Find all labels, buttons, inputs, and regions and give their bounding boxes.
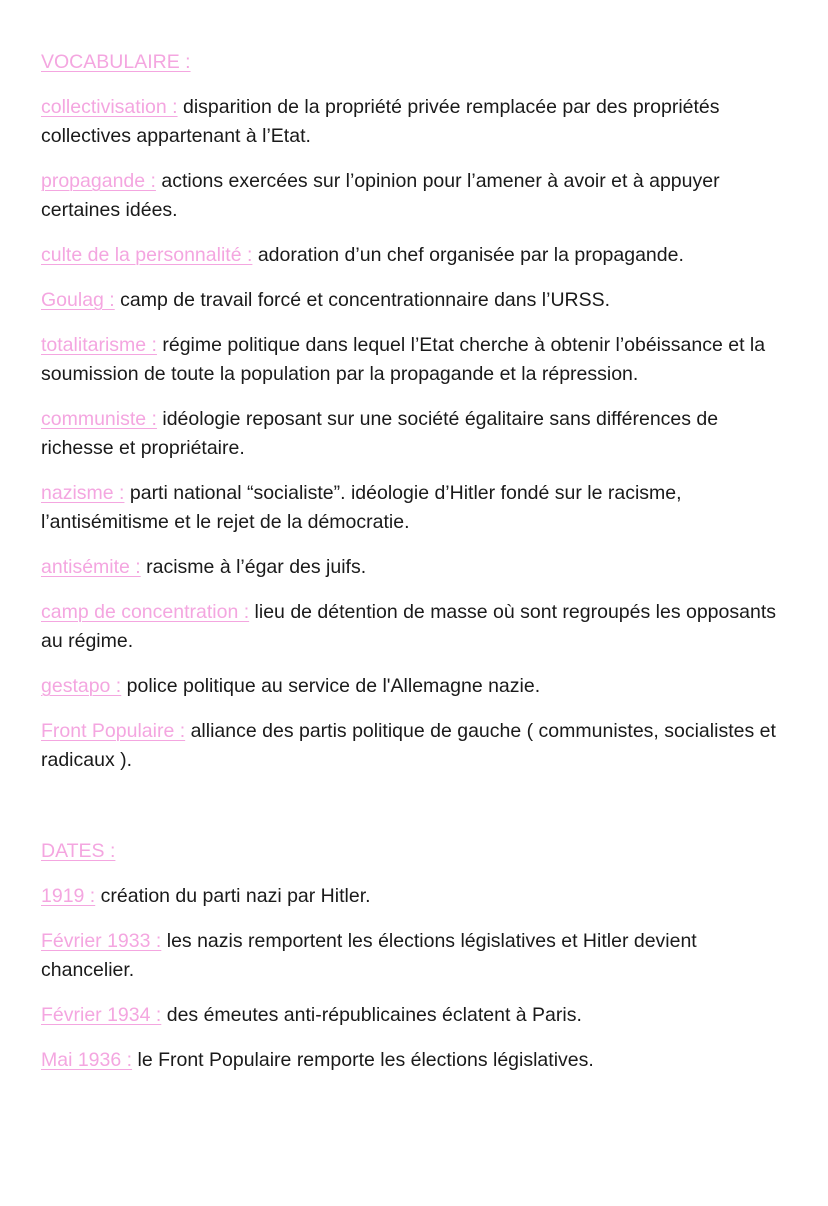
dates-heading: DATES : [41, 840, 116, 862]
vocab-entry-nazisme [41, 479, 781, 537]
vocab-definition: camp de travail forcé et concentrationnaire dans l’URSS. [120, 289, 611, 311]
date-term: 1919 : [41, 885, 96, 907]
vocab-entry-totalitarisme [41, 331, 781, 389]
vocab-definition: racisme à l’égar des juifs. [146, 556, 367, 578]
dates-section [41, 837, 781, 1075]
vocab-entry-front-populaire [41, 717, 781, 775]
vocab-entry-culte [41, 241, 781, 270]
vocab-entry-goulag [41, 286, 781, 315]
vocab-term: culte de la personnalité : [41, 244, 253, 266]
vocab-entry-propagande [41, 167, 781, 225]
vocabulary-section [41, 48, 781, 775]
vocab-definition: parti national “socialiste”. idéologie d’Hitler fondé sur le racisme, l’antisémitisme et le rejet de la démocratie. [41, 482, 682, 533]
vocab-entry-communiste [41, 405, 781, 463]
vocab-entry-gestapo [41, 672, 781, 701]
vocabulary-heading: VOCABULAIRE : [41, 51, 191, 73]
document-page [41, 48, 781, 1075]
date-entry-mai-1936 [41, 1046, 781, 1075]
vocab-entry-camp-de-concentration [41, 598, 781, 656]
vocab-definition: régime politique dans lequel l’Etat cherche à obtenir l’obéissance et la soumission de toute la population par la propagande et la répression. [41, 334, 766, 385]
date-term: Février 1934 : [41, 1004, 162, 1026]
date-description: des émeutes anti-républicaines éclatent à Paris. [166, 1004, 582, 1026]
vocab-definition: lieu de détention de masse où sont regroupés les opposants au régime. [41, 601, 776, 652]
vocab-term: collectivisation : [41, 96, 178, 118]
vocab-term: camp de concentration : [41, 601, 250, 623]
date-description: création du parti nazi par Hitler. [100, 885, 371, 907]
date-description: le Front Populaire remporte les élections législatives. [137, 1049, 594, 1071]
date-term: Février 1933 : [41, 930, 162, 952]
date-entry-fevrier-1933 [41, 927, 781, 985]
section-spacer [41, 775, 781, 837]
vocab-definition: adoration d’un chef organisée par la propagande. [257, 244, 684, 266]
vocab-term: gestapo : [41, 675, 122, 697]
vocab-term: communiste : [41, 408, 157, 430]
vocab-definition: police politique au service de l'Allemagne nazie. [126, 675, 541, 697]
date-entry-fevrier-1934 [41, 1001, 781, 1030]
date-description: les nazis remportent les élections législatives et Hitler devient chancelier. [41, 930, 697, 981]
date-entry-1919 [41, 882, 781, 911]
vocab-term: antisémite : [41, 556, 141, 578]
vocab-entry-collectivisation [41, 93, 781, 151]
vocab-definition: actions exercées sur l’opinion pour l’amener à avoir et à appuyer certaines idées. [41, 170, 720, 221]
vocab-term: Goulag : [41, 289, 115, 311]
date-term: Mai 1936 : [41, 1049, 133, 1071]
vocab-term: propagande : [41, 170, 156, 192]
vocab-definition: disparition de la propriété privée remplacée par des propriétés collectives appartenant à l’Etat. [41, 96, 720, 147]
vocab-definition: alliance des partis politique de gauche ( communistes, socialistes et radicaux ). [41, 720, 776, 771]
vocab-entry-antisemite [41, 553, 781, 582]
vocab-term: totalitarisme : [41, 334, 157, 356]
vocab-definition: idéologie reposant sur une société égalitaire sans différences de richesse et propriétaire. [41, 408, 719, 459]
vocab-term: nazisme : [41, 482, 125, 504]
vocab-term: Front Populaire : [41, 720, 186, 742]
